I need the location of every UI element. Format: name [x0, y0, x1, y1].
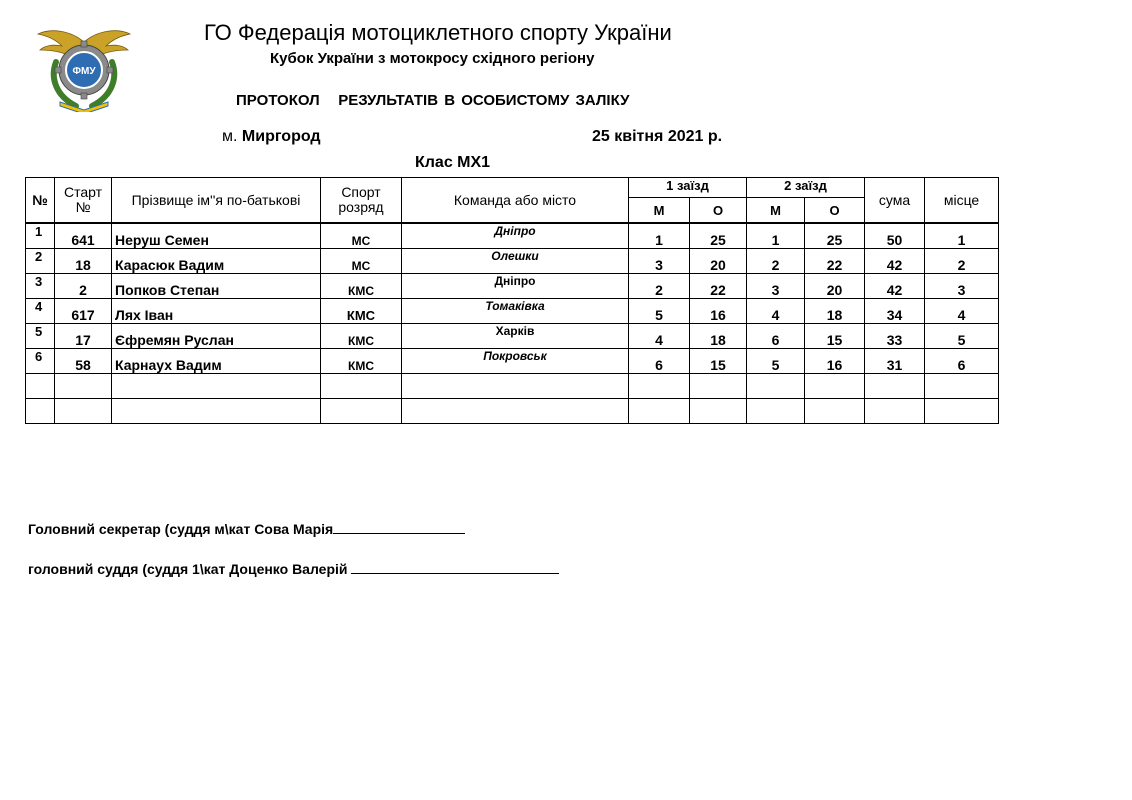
row-sum: 34	[865, 299, 925, 324]
secretary-signature	[28, 519, 465, 537]
header-team: Команда або місто	[402, 178, 629, 224]
empty-cell	[747, 374, 805, 399]
row-r1-points: 18	[690, 324, 747, 349]
row-place: 3	[925, 274, 999, 299]
judge-signature	[28, 559, 559, 577]
empty-row	[26, 399, 999, 424]
protocol-text: ПРОТОКОЛ РЕЗУЛЬТАТІВ В ОСОБИСТОМУ ЗАЛІКУ	[236, 92, 630, 109]
row-sum: 42	[865, 274, 925, 299]
row-r2-place: 1	[747, 223, 805, 249]
row-rank: КМС	[321, 274, 402, 299]
empty-cell	[629, 399, 690, 424]
row-r1-place: 1	[629, 223, 690, 249]
header-start: Старт №	[55, 178, 112, 224]
judge-text: головний суддя (суддя 1\кат Доценко Валерій	[28, 561, 348, 577]
header-ride1-place: М	[629, 198, 690, 224]
class-title: Клас МХ1	[415, 154, 491, 171]
row-team: Олешки	[402, 249, 629, 274]
empty-cell	[805, 399, 865, 424]
table-row	[26, 324, 999, 349]
row-r1-points: 25	[690, 223, 747, 249]
row-rank: КМС	[321, 324, 402, 349]
row-r1-points: 22	[690, 274, 747, 299]
row-r2-points: 15	[805, 324, 865, 349]
empty-cell	[112, 399, 321, 424]
row-team: Дніпро	[402, 274, 629, 299]
empty-cell	[321, 374, 402, 399]
row-team: Харків	[402, 324, 629, 349]
row-team: Покровськ	[402, 349, 629, 374]
table-row	[26, 299, 999, 324]
row-team: Дніпро	[402, 223, 629, 249]
empty-cell	[690, 399, 747, 424]
city-name: Миргород	[241, 128, 321, 145]
row-r2-place: 5	[747, 349, 805, 374]
row-r1-points: 20	[690, 249, 747, 274]
judge-signature-line	[351, 559, 559, 574]
row-start: 641	[55, 223, 112, 249]
row-sum: 33	[865, 324, 925, 349]
row-r1-points: 15	[690, 349, 747, 374]
row-place: 6	[925, 349, 999, 374]
header-name: Прізвище ім''я по-батькові	[112, 178, 321, 224]
secretary-signature-line	[333, 519, 465, 534]
empty-cell	[321, 399, 402, 424]
protocol-title	[236, 92, 629, 109]
row-sum: 42	[865, 249, 925, 274]
empty-cell	[402, 399, 629, 424]
row-r2-points: 20	[805, 274, 865, 299]
header-rank: Спорт розряд	[321, 178, 402, 224]
row-rank: МС	[321, 223, 402, 249]
row-start: 58	[55, 349, 112, 374]
row-r2-place: 3	[747, 274, 805, 299]
row-num: 4	[26, 299, 55, 324]
event-date: 25 квітня 2021 р.	[592, 128, 723, 145]
row-r1-place: 6	[629, 349, 690, 374]
results-table	[25, 177, 999, 424]
table-row	[26, 223, 999, 249]
header-sum: сума	[865, 178, 925, 224]
header-ride1: 1 заїзд	[629, 178, 747, 198]
federation-logo	[36, 22, 132, 112]
row-name: Карнаух Вадим	[112, 349, 321, 374]
row-place: 4	[925, 299, 999, 324]
table-row	[26, 274, 999, 299]
logo-text: ФМУ	[72, 66, 96, 77]
empty-cell	[865, 399, 925, 424]
header-ride2: 2 заїзд	[747, 178, 865, 198]
row-rank: МС	[321, 249, 402, 274]
empty-cell	[805, 374, 865, 399]
header-num: №	[26, 178, 55, 224]
row-rank: КМС	[321, 349, 402, 374]
row-r1-place: 5	[629, 299, 690, 324]
table-row	[26, 249, 999, 274]
row-sum: 50	[865, 223, 925, 249]
row-r1-place: 4	[629, 324, 690, 349]
empty-cell	[402, 374, 629, 399]
empty-cell	[55, 374, 112, 399]
row-start: 2	[55, 274, 112, 299]
empty-cell	[747, 399, 805, 424]
empty-cell	[26, 374, 55, 399]
row-r2-place: 6	[747, 324, 805, 349]
empty-cell	[55, 399, 112, 424]
row-name: Карасюк Вадим	[112, 249, 321, 274]
row-r2-points: 16	[805, 349, 865, 374]
row-num: 2	[26, 249, 55, 274]
empty-cell	[629, 374, 690, 399]
row-num: 3	[26, 274, 55, 299]
row-name: Єфремян Руслан	[112, 324, 321, 349]
row-name: Попков Степан	[112, 274, 321, 299]
row-name: Лях Іван	[112, 299, 321, 324]
row-place: 1	[925, 223, 999, 249]
empty-cell	[925, 399, 999, 424]
row-r2-place: 4	[747, 299, 805, 324]
cup-title: Кубок України з мотокросу східного регіону	[270, 50, 595, 67]
row-num: 5	[26, 324, 55, 349]
row-start: 17	[55, 324, 112, 349]
empty-cell	[112, 374, 321, 399]
row-r1-points: 16	[690, 299, 747, 324]
empty-cell	[865, 374, 925, 399]
empty-row	[26, 374, 999, 399]
empty-cell	[26, 399, 55, 424]
row-r2-points: 25	[805, 223, 865, 249]
row-sum: 31	[865, 349, 925, 374]
federation-title: ГО Федерація мотоциклетного спорту України	[204, 20, 672, 45]
row-team: Томаківка	[402, 299, 629, 324]
row-r2-points: 22	[805, 249, 865, 274]
row-r2-place: 2	[747, 249, 805, 274]
header-place: місце	[925, 178, 999, 224]
header-ride1-points: О	[690, 198, 747, 224]
row-place: 5	[925, 324, 999, 349]
empty-cell	[925, 374, 999, 399]
header-ride2-points: О	[805, 198, 865, 224]
row-name: Неруш Семен	[112, 223, 321, 249]
row-r1-place: 3	[629, 249, 690, 274]
table-row	[26, 349, 999, 374]
header-ride2-place: М	[747, 198, 805, 224]
row-num: 6	[26, 349, 55, 374]
row-start: 617	[55, 299, 112, 324]
row-place: 2	[925, 249, 999, 274]
row-r2-points: 18	[805, 299, 865, 324]
row-num: 1	[26, 223, 55, 249]
event-city	[222, 128, 321, 146]
secretary-text: Головний секретар (суддя м\кат Сова Марія	[28, 521, 334, 537]
row-start: 18	[55, 249, 112, 274]
row-r1-place: 2	[629, 274, 690, 299]
city-prefix: м.	[222, 128, 238, 145]
row-rank: КМС	[321, 299, 402, 324]
empty-cell	[690, 374, 747, 399]
